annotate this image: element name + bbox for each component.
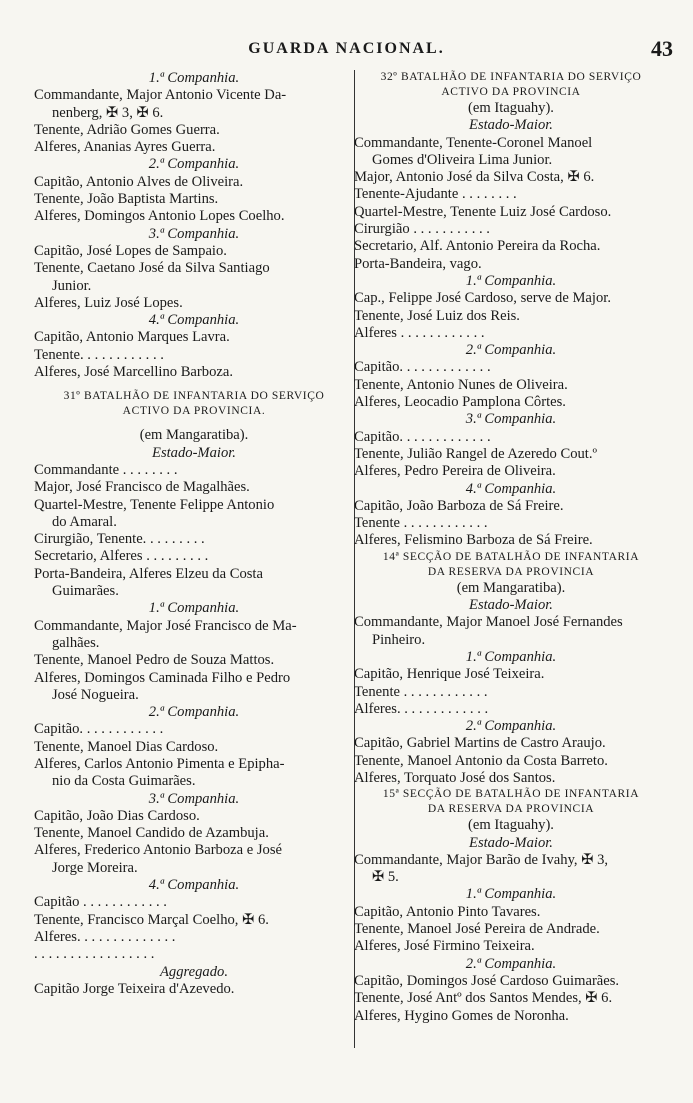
text-line: galhães. (52, 634, 100, 651)
battalion-heading: ACTIVO DA PROVINCIA (441, 86, 581, 98)
battalion-heading: 15ª SECÇÃO DE BATALHÃO DE INFANTARIA (382, 788, 640, 801)
text-line: Capitão. . . . . . . . . . . . (34, 721, 164, 738)
text-line: Major, Antonio José da Silva Costa, ✠ 6. (354, 169, 595, 186)
text-line: Alferes. . . . . . . . . . . . . (354, 700, 489, 717)
text-line: Commandante, Major Antonio Vicente Da- (34, 87, 287, 104)
text-line: Quartel-Mestre, Tenente Luiz José Cardoso. (354, 203, 612, 220)
section-subheading: 1.ª Companhia. (148, 70, 240, 86)
left-column (34, 70, 354, 998)
text-line: Alferes. . . . . . . . . . . . . . (34, 928, 176, 945)
text-line: Capitão. . . . . . . . . . . . . (354, 428, 491, 445)
text-line: Gomes d'Oliveira Lima Junior. (372, 151, 553, 168)
text-line: Capitão, Antonio Marques Lavra. (34, 329, 230, 346)
text-line: Porta-Bandeira, vago. (354, 255, 482, 272)
section-subheading: 3.ª Companhia. (148, 225, 240, 242)
page-header (0, 36, 693, 66)
text-line: Tenente, Manoel Pedro de Souza Mattos. (34, 652, 275, 669)
text-line: Quartel-Mestre, Tenente Felippe Antonio (34, 496, 275, 513)
text-line: Alferes, Domingos Antonio Lopes Coelho. (34, 208, 285, 225)
section-subheading: Aggregado. (160, 963, 228, 980)
text-line: Tenente . . . . . . . . . . . . (354, 515, 488, 532)
battalion-heading: 31º BATALHÃO DE INFANTARIA DO SERVIÇO (63, 390, 325, 403)
text-line: Tenente . . . . . . . . . . . . (354, 683, 488, 700)
text-line: Cap., Felippe José Cardoso, serve de Major. (354, 290, 611, 307)
text-line: Capitão, João Dias Cardoso. (34, 807, 200, 824)
spacer (34, 381, 354, 389)
text-line: Alferes, Luiz José Lopes. (34, 294, 183, 311)
section-subheading: 2.ª Companhia. (465, 718, 557, 735)
text-line: Tenente-Ajudante . . . . . . . . (354, 186, 517, 203)
section-subheading: 3.ª Companhia. (148, 790, 240, 807)
text-line: Capitão, Henrique José Teixeira. (354, 666, 545, 683)
text-line: do Amaral. (52, 513, 117, 530)
text-line: Tenente, Manoel Antonio da Costa Barreto. (354, 752, 608, 769)
text-line: Alferes, Ananias Ayres Guerra. (34, 139, 216, 156)
battalion-heading: DA RESERVA DA PROVINCIA (427, 803, 595, 816)
running-title: GUARDA NACIONAL. (248, 40, 445, 57)
text-line: . . . . . . . . . . . . . . . . . (34, 946, 155, 963)
text-line: Alferes, Torquato José dos Santos. (354, 769, 556, 786)
section-subheading: 1.ª Companhia. (465, 648, 557, 665)
section-subheading: Estado-Maior. (469, 117, 553, 134)
text-line: Capitão, Gabriel Martins de Castro Araujo. (354, 735, 606, 752)
text-line: Capitão, Domingos José Cardoso Guimarães. (354, 972, 620, 989)
text-line: Commandante, Major Barão de Ivahy, ✠ 3, (354, 851, 609, 868)
text-line: Pinheiro. (372, 631, 426, 648)
battalion-heading: DA RESERVA DA PROVINCIA (427, 565, 595, 578)
page-number: 43 (651, 36, 673, 61)
text-line: Alferes, Pedro Pereira de Oliveira. (354, 463, 556, 480)
text-line: Tenente, João Baptista Martins. (34, 191, 219, 208)
text-line: Porta-Bandeira, Alferes Elzeu da Costa (34, 565, 263, 582)
section-subheading: 4.ª Companhia. (148, 312, 240, 329)
text-line: Commandante, Tenente-Coronel Manoel (354, 134, 593, 151)
text-line: Alferes, José Firmino Teixeira. (354, 938, 535, 955)
text-line: Secretario, Alferes . . . . . . . . . (34, 548, 209, 565)
text-line: Tenente. . . . . . . . . . . . (34, 346, 164, 363)
text-line: Capitão . . . . . . . . . . . . (34, 894, 167, 911)
section-subheading: Estado-Maior. (469, 834, 553, 851)
text-line: Cirurgião, Tenente. . . . . . . . . (34, 531, 205, 548)
location-line: (em Itaguahy). (468, 817, 554, 834)
text-line: Tenente, Caetano José da Silva Santiago (34, 260, 270, 277)
text-line: Capitão, Antonio Pinto Tavares. (354, 903, 541, 920)
text-line: Capitão, José Lopes de Sampaio. (34, 242, 227, 259)
section-subheading: 2.ª Companhia. (465, 342, 557, 359)
text-line: Tenente, Manoel José Pereira de Andrade. (354, 921, 600, 938)
text-line: Capitão, Antonio Alves de Oliveira. (34, 173, 244, 190)
section-subheading: 4.ª Companhia. (465, 480, 557, 497)
text-line: Major, José Francisco de Magalhães. (34, 479, 250, 496)
text-line: Alferes, José Marcellino Barboza. (34, 364, 233, 381)
section-subheading: Estado-Maior. (152, 444, 236, 461)
section-subheading: 1.ª Companhia. (148, 600, 240, 617)
text-line: Tenente, Antonio Nunes de Oliveira. (354, 376, 568, 393)
section-subheading: 4.ª Companhia. (148, 877, 240, 894)
text-line: Commandante, Major Manoel José Fernandes (354, 614, 623, 631)
text-line: Secretario, Alf. Antonio Pereira da Rocha. (354, 238, 601, 255)
text-line: Alferes, Leocadio Pamplona Côrtes. (354, 394, 566, 411)
text-line: Alferes, Carlos Antonio Pimenta e Epipha- (34, 755, 285, 772)
section-subheading: Estado-Maior. (469, 597, 553, 614)
location-line: (em Itaguahy). (468, 100, 554, 116)
text-line: Capitão Jorge Teixeira d'Azevedo. (34, 980, 235, 997)
text-line: Tenente, Adrião Gomes Guerra. (34, 121, 220, 138)
text-line: Alferes, Frederico Antonio Barboza e José (34, 842, 283, 859)
text-line: Alferes, Hygino Gomes de Noronha. (354, 1007, 569, 1024)
battalion-heading: 14ª SECÇÃO DE BATALHÃO DE INFANTARIA (382, 550, 640, 563)
spacer (34, 419, 354, 427)
text-line: Capitão, João Barboza de Sá Freire. (354, 497, 564, 514)
right-column (354, 70, 668, 1025)
text-line: Commandante, Major José Francisco de Ma- (34, 617, 297, 634)
section-subheading: 2.ª Companhia. (465, 955, 557, 972)
text-line: Cirurgião . . . . . . . . . . . (354, 221, 490, 238)
text-line: Junior. (52, 277, 92, 294)
text-line: Alferes, Domingos Caminada Filho e Pedro (34, 669, 291, 686)
text-line: Capitão. . . . . . . . . . . . . (354, 359, 491, 376)
battalion-heading: ACTIVO DA PROVINCIA. (122, 405, 266, 418)
section-subheading: 2.ª Companhia. (148, 156, 240, 173)
text-line: Jorge Moreira. (52, 859, 138, 876)
text-line: Alferes . . . . . . . . . . . . (354, 324, 485, 341)
text-line: nenberg, ✠ 3, ✠ 6. (52, 104, 164, 121)
text-line: José Nogueira. (52, 686, 139, 703)
text-line: nio da Costa Guimarães. (52, 773, 196, 790)
text-line: Commandante . . . . . . . . (34, 461, 178, 478)
section-subheading: 1.ª Companhia. (465, 272, 557, 289)
location-line: (em Mangaratiba). (456, 579, 566, 596)
section-subheading: 3.ª Companhia. (465, 411, 557, 428)
text-line: Guimarães. (52, 583, 119, 600)
location-line: (em Mangaratiba). (139, 427, 249, 444)
text-line: Alferes, Felismino Barboza de Sá Freire. (354, 532, 593, 549)
section-subheading: 1.ª Companhia. (465, 886, 557, 903)
text-line: Tenente, Manoel Dias Cardoso. (34, 738, 219, 755)
section-subheading: 2.ª Companhia. (148, 704, 240, 721)
text-line: ✠ 5. (372, 869, 399, 886)
text-line: Tenente, Manoel Candido de Azambuja. (34, 825, 269, 842)
text-line: Tenente, José Luiz dos Reis. (354, 307, 520, 324)
battalion-heading: 32º BATALHÃO DE INFANTARIA DO SERVIÇO (380, 71, 642, 83)
text-line: Tenente, José Antº dos Santos Mendes, ✠ 6. (354, 990, 613, 1007)
text-line: Tenente, Julião Rangel de Azeredo Cout.º (354, 445, 598, 462)
text-line: Tenente, Francisco Marçal Coelho, ✠ 6. (34, 911, 269, 928)
